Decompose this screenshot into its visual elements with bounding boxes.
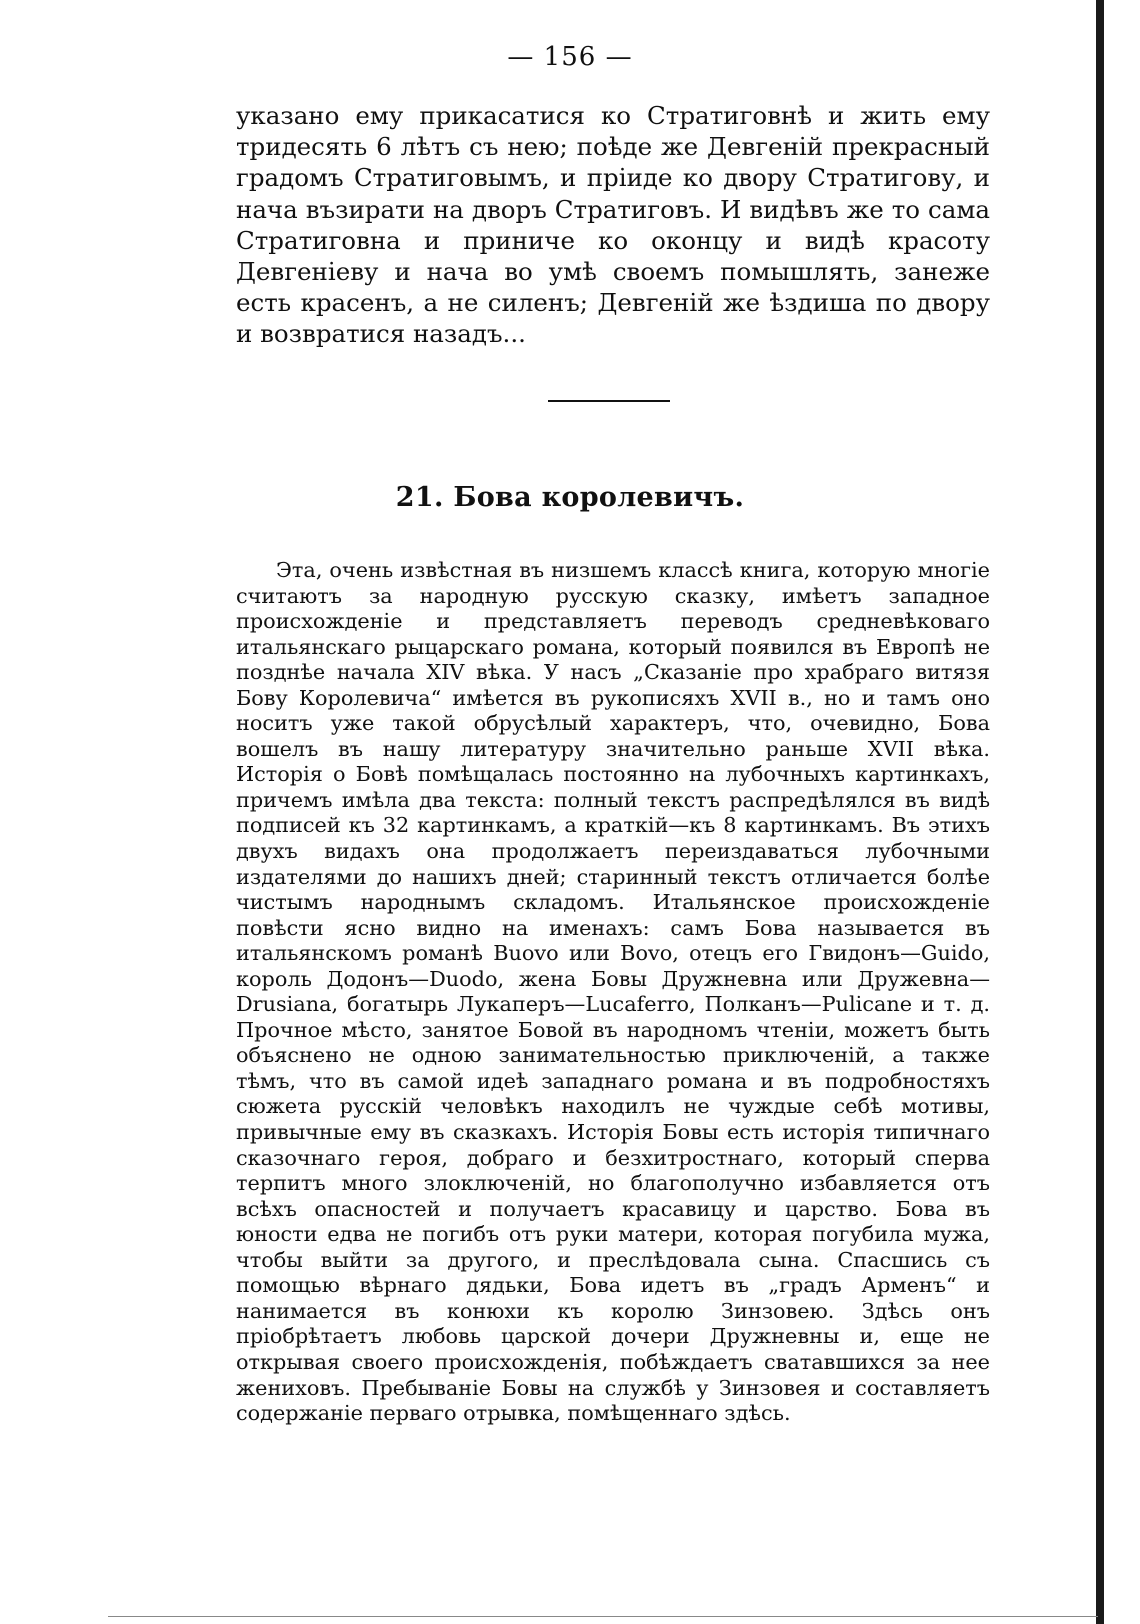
section-title: 21. Бова королевичъ. [395,482,745,513]
scan-bottom-edge [108,1616,1098,1617]
section-introduction [236,558,990,1427]
page-number: — 156 — [507,42,633,72]
section-introduction-paragraph: Эта, очень извѣстная въ низшемъ классѣ книга, которую многiе считаютъ за народную русскую сказку, имѣетъ западное происхожденiе и представляетъ переводъ средневѣковаго итальянскаго рыцарскаго романа, который появился въ Европѣ не позднѣе начала XIV вѣка. У насъ „Сказанiе про храбраго витязя Бову Королевича“ имѣется въ рукописяхъ XVII в., но и тамъ оно носитъ уже такой обрусѣлый характеръ, что, очевидно, Бова вошелъ въ нашу литературу значительно раньше XVII вѣка. Исторiя о Бовѣ помѣщалась постоянно на лубочныхъ картинкахъ, причемъ имѣла два текста: полный текстъ распредѣлялся въ видѣ подписей къ 32 картинкамъ, а краткiй—къ 8 картинкамъ. Въ этихъ двухъ видахъ она продолжаетъ переиздаваться лубочными издателями до нашихъ дней; старинный текстъ отличается болѣе чистымъ народнымъ складомъ. Итальянское происхожденiе повѣсти ясно видно на именахъ: самъ Бова называется въ итальянскомъ романѣ Buovo или Bovo, отецъ его Гвидонъ—Guido, король Додонъ—Duodo, жена Бовы Дружневна или Дружевна—Drusiana, богатырь Лукаперъ—Lucaferro, Полканъ—Pulicane и т. д. Прочное мѣсто, занятое Бовой въ народномъ чтенiи, можетъ быть объяснено не одною занимательностью приключенiй, а также тѣмъ, что въ самой идеѣ западнаго романа и въ подробностяхъ сюжета русскiй человѣкъ находилъ не чуждые себѣ мотивы, привычные ему въ сказкахъ. Исторiя Бовы есть исторiя типичнаго сказочнаго героя, добраго и безхитростнаго, который сперва терпитъ много злоключенiй, но благополучно избавляется отъ всѣхъ опасностей и получаетъ красавицу и царство. Бова въ юности едва не погибъ отъ руки матери, которая погубила мужа, чтобы выйти за другого, и преслѣдовала сына. Спасшись съ помощью вѣрнаго дядьки, Бова идетъ въ „градъ Арменъ“ и нанимается въ конюхи къ королю Зинзовею. Здѣсь онъ прiобрѣтаетъ любовь царской дочери Дружневны и, еще не открывая своего происхожденiя, побѣждаетъ сватавшихся за нее жениховъ. Пребыванiе Бовы на службѣ у Зинзовея и составляетъ содержанiе перваго отрывка, помѣщеннаго здѣсь. [236,558,990,1426]
continued-quotation-paragraph: указано ему прикасатися ко Стратиговнѣ и жить ему тридесять 6 лѣтъ съ нею; поѣде же Девгенiй прекрасный градомъ Стратиговымъ, и прiиде ко двору Стратигову, и нача възирати на дворъ Стратиговъ. И видѣвъ же то сама Стратиговна и приниче ко оконцу и видѣ красоту Девгенiеву и нача во умѣ своемъ помышлять, занеже есть красенъ, а не силенъ; Девгенiй же ѣздиша по двору и возвратися назадъ... [236,101,990,349]
section-divider-rule [548,400,670,402]
scan-page-edge [1096,0,1104,1624]
